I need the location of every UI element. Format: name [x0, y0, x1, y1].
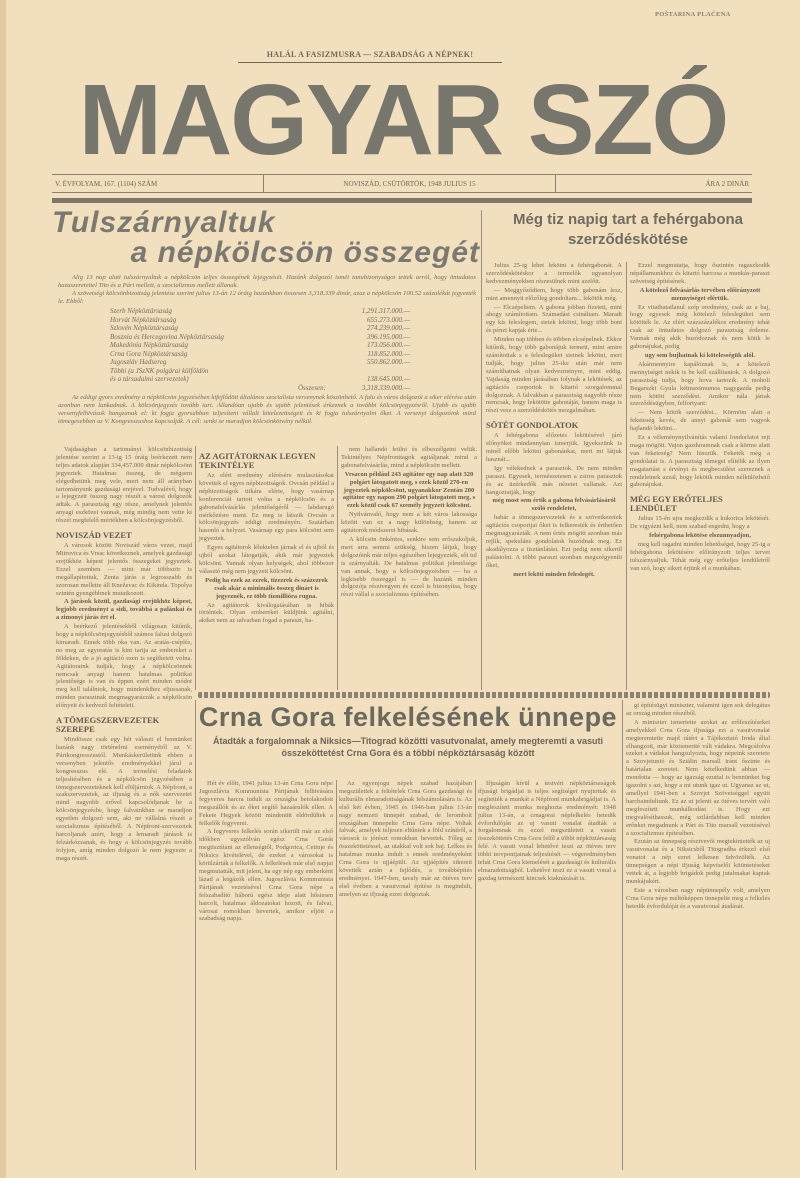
- paragraph: Ez vitathatatlanul szép eredmény, csak az a baj, hogy egyesek még kötelező feleslegüket sem kötötték le. Az elért százszázalékos eredmény tehát csak az öntudatos dolgozó parasztság érdeme. Vannak még akik huzódoznak és nem kötik le gabonájukat, pedig: [630, 303, 770, 351]
- grain-headline-line2: szerződéskötése: [567, 231, 689, 248]
- paragraph: Az elért eredmény elérésére mulasztásokat követtek el egyes népbizottságok. Ovcsán például a népbizottságok titkára elérte, hogy vasárnap konferenciát tartott volna a népkölcsön és a gabonafelvásárlás jelentőségéről — labdarugó mérkőzésre ment. Ez meg is látszik Ovcsán a kölcsönjegyzés eddigi eredményén. Szatárban hasonló a helyzet. Vasárnap egy para kölcsönt sem jegyeztek.: [199, 472, 334, 543]
- paragraph: még most sem értik a gabona felvásárlásáról szóló rendeletet,: [492, 497, 616, 513]
- paragraph: A fehérgabona előzetes lekötésével járó előnyöket mindannyian ismerjük. Igyekszünk is minél előbb lekötni gabonánkat, mert mi látjuk hasznát...: [486, 432, 622, 463]
- loan-table-row: [110, 316, 410, 325]
- crna-column-1: [199, 780, 333, 924]
- paragraph: habár a tömegszervezetek és a szövetkezetek agitációs csoportjai őket is felkeresték és érthetően megmagyarázták. A nem értés mögött azonban más rejlik, spekuláns gondolatok huzódnak meg. Ez akadályozza a tisztánlátást. Ezt pedig nem sikerül palástolni. A többi paraszt azonban megszégyeníti őket,: [486, 514, 622, 569]
- subscribed-amount: 1,291.317.000.—: [361, 307, 410, 315]
- main-headline-line2: a népkölcsön összegét: [130, 236, 480, 269]
- paragraph: Igy vélekednek a parasztok. De nem minden paraszt. Egyesek, természetesen a zsiros parasztok és az üzérkedők más nézetet vallanak. Azt hangoztatják, hogy: [486, 464, 622, 496]
- paragraph: Ezután az ünnepség résztvevői megtekintették az uj vasutvonalat és a Niksicsből Titogradba érkező első vonatot a nép ezrei lelkesen üdvözölték. Az ünnepségen a népi ifjuság képviselői kitüntetéseket vettek át, a legjobb brigádok pedig jutalmakat kaptak munkájukért.: [626, 838, 770, 885]
- total-value: 3,318.339.000.—: [361, 383, 410, 392]
- newspaper-logo: [58, 64, 748, 176]
- republic-name: Crna Gora Népköztársaság: [110, 349, 188, 358]
- crna-column-2: [339, 780, 472, 900]
- crna-gora-subheadline: Átadták a forgalomnak a Niksics—Titograd közötti vasutvonalat, amely megteremti a vasuti összeköttetést Crna Gora és a többi népköztársaság között: [213, 736, 603, 758]
- paragraph: A járások közül, gazdasági erejükhöz képest, legjobb eredményt a sidi, továbbá a palánkai és a zimonyi járás ért el.: [56, 598, 192, 622]
- paragraph: A beérkező jelentésekből világosan kitűnik, hogy a népkölcsönjegyzésből számos falusi dolgozó kimaradt. Ennek több oka van. Az aratás-cséplés, no meg az egyoratás is kint tartja az embereket a földeken, de a jó agitáció ezen is segíthetett volna. Agitátoraink tudják, hogy a népkölcsönnek nemcsak anyagi hanem hatalmas politikai jelentősége is van és éppen ezért minden módot meg kell találniok, hogy mindenkihez eljussanak, minden parasztnak megmagyarázzák a népkölcsön előnyeit és kedvező feltételeit.: [56, 623, 192, 710]
- loan-table-row: [110, 307, 410, 316]
- main-intro: [58, 274, 476, 306]
- subscribed-amount: 550.862.000.—: [367, 358, 410, 366]
- paragraph: nem hallandó leülni és elbeszélgetni velük. Tekintélyes Népfronttagok agitáljanak mind a gabonafelvásárlás, mind a népkölcsön mellett.: [341, 446, 477, 469]
- loan-table-row: [110, 375, 410, 384]
- postage-paid-note: POŠTARINA PLAĆENA: [655, 11, 731, 18]
- loan-subscription-table: [110, 307, 410, 392]
- republic-name: Horvát Népköztársaság: [110, 315, 177, 324]
- republic-name: és a társadalmi szervezetek): [110, 375, 189, 383]
- crna-column-4: [626, 702, 770, 912]
- paragraph: Pedig ha ezek az ezrek, tízezrek és százezrek csak akár a minimális összeg dinárt is jegyeznék, ez több tízmillióra rugna.: [205, 576, 328, 600]
- column-rule: [195, 700, 196, 1170]
- paragraph: — Nem kötök szerződést... Körmöm alatt a feketeség kevés, de annyi gabonát sem vagyok hajlandó lekötni...: [630, 409, 770, 433]
- subscribed-amount: 118.852.000.—: [367, 349, 410, 358]
- main-column-3: [341, 446, 477, 600]
- loan-table-row: [110, 358, 410, 367]
- volume-number: V. ÉVFOLYAM, 167. (1104) SZÁM: [52, 175, 264, 192]
- paragraph: Julius 15-én ujra megkezdik a kukorica lekötését. De vigyázni kell, nem szabad engedni, hogy a: [630, 515, 770, 531]
- paragraph: A városok között Noviszád város vezet, majd Mitrovica és Vrsac következnek, amelyek gazdasági erejükhöz képest jelentős összegeket jegyeztek. Ezzel szemben — mint már többször is megállapítottuk, Zenta járás a legrosszabb és szorosan mellette áll Kneževac és Kikinda. Topolya szintén gyengébbnek mutatkozott.: [56, 542, 192, 597]
- paragraph: Ez a véleménynyilvánítás valami fondorlatot rejt maga mögött. Vajon gazduramnak csak a körme alatt van feketeség? Nem hisszük. Feketék még a gondolatai is. A parasztság tömegei elítélik az ilyen magatartást s érvényt és megbecsülést szereznek a rendeletnek azzal, hogy lekötik minden nélkülözhető gabonájukat.: [630, 434, 770, 489]
- subscribed-amount: 396.195.000.—: [367, 332, 410, 341]
- paragraph: ugy sem bujhatnak ki kötelességük alól.: [644, 351, 756, 359]
- paragraph: mert leköti minden feleslegét.: [513, 570, 595, 578]
- logo-part-szo: SZÓ: [527, 64, 728, 176]
- paragraph: — Elcsépeltem. A gabona jobban fizetett, mint ahogy számítottam. Számadást csináltam. Maradt egy kis feleslegem, sietek lekötni, hogy több bont és pénzt kapjak érte...: [486, 303, 622, 335]
- paragraph: Mindössze csak egy hét választ el bennünket hazánk nagy történelmi eseményétől az V. Pártkongresszustól. Munkáskerületünk ebben a versenyben jelentős eredményekkel járul a kongresszus elé. A termelési feladatok teljesítésében és a népkölcsön jegyzésében a tömegszervezeteknek kell elöljárniok. A Népfront, a szakszervezetek, az ifjuság és a nők szervezetei mind nagyobb erővel kapcsolódjanak be a kölcsönjegyzésbe, hogy falvainkban se maradjon egyetlen dolgozó sem, aki ne vállalná részét a szocializmus építéséből. A Népfront-szervezetek harcoljanak azért, hogy a lemaradt járások is felzárkózzanak, és hogy a kölcsönjegyzés tovább folyjon, amíg minden dolgozó le nem jegyezte a maga részét.: [56, 736, 192, 862]
- section-divider: [198, 692, 770, 698]
- grain-column-2: [630, 262, 770, 574]
- paragraph: Minden nap többen és többen elcsépelnek. Ekkor kitűnik, hogy több gabonájuk termett, mint amire számítottak s a feleslegüket sietnek lekötni, mert tudják, hogy julius 25-ike után már nem számíthatnak olyan kedvezményre, mint eddig. Vajdaság minden járásában folynak a lekötések, az agitációs csoportok is kitartó szorgalommal dolgoznak. A falvakban a parasztság nagyobb része nemcsak, hogy lekötötte gabonáját, hanem maga is részt vesz a szerződéskötés mozgalmában.: [486, 336, 622, 415]
- main-column-1: [56, 446, 192, 864]
- masthead-divider: [52, 198, 752, 203]
- republic-name: Többi (a JSzNK polgárai külföldön: [110, 366, 209, 375]
- total-label: Összesen:: [298, 383, 326, 392]
- paragraph: Hét év előtt, 1941 julius 13-án Crna Gora népe Jugoszlávia Kommunista Pártjának felhivására fegyveres harcra indult az országba betolakodott megszállók és az őket segítő hazaárulók ellen. A Fekete Hegyek között mindenütt eldördültek a felkelők fegyverei.: [199, 780, 333, 827]
- loan-table-row: [110, 350, 410, 359]
- grain-headline-line1: Még tiz napig tart a fehérgabona: [512, 211, 744, 228]
- loan-table-row: [110, 333, 410, 342]
- paragraph: Az eddigi gyors eredmény a népkölcsön jegyzésében kifejlődött általános szocialista versenynek köszönhető. A falu és város dolgozói a siker elérése után azonban nem lankadnak. A kölcsönjegyzés tovább tart. Állandóan ujabb és ujabb jelentések érkeznek a további kölcsönjegyzésről. Ujabb és ujabb versenyfelhivások hangzanak el: ki fogja gyorsabban teljesíteni vállalt kötelezettségeit és ki fogja tulszárnyalni őket. A versenyt dolgozóink mind tömegesebben az V. Kongresszushoz kapcsolják. A cél: senki se maradjon kölcsönkötvény nélkül.: [58, 394, 476, 425]
- column-rule: [336, 780, 337, 1170]
- subscribed-amount: 173.056.000.—: [367, 341, 410, 349]
- loan-table-row: [110, 341, 410, 350]
- paragraph: Akármennyire kapálóznak is, a kötelező mennyiséget nekik is be kell szállítaniok. A dolgozó parasztság tudja, hogy hova tartozik. A moholi Bugarszki Gyula kétmaximumos nagygazda pedig nem kötött szerződést. Amikor nála jártak szerződésügyben, felfortyant:: [630, 360, 770, 408]
- dateline-bar: [52, 174, 752, 193]
- loan-table-row: [110, 324, 410, 333]
- subscribed-amount: 274.239.000.—: [367, 324, 410, 332]
- section-heading: SÖTÉT GONDOLATOK: [486, 420, 579, 431]
- paragraph: Vrsacon például 243 agitátor egy nap alatt 320 polgárt látogatott meg, s ezek közül 270-en jegyeztek népkölcsönt, ugyanakkor Zentán 200 agitátor egy napon 290 polgárt látogatott meg, s ezek közül csak 67 személy jegyzett kölcsönt.: [342, 470, 476, 510]
- subscribed-amount: 138.645.000.—: [367, 375, 410, 383]
- main-headline: [52, 208, 480, 268]
- republic-name: Makedónia Népköztársaság: [110, 341, 188, 349]
- subscribed-amount: [330, 367, 410, 376]
- republic-name: Bosznia és Hercegovina Népköztársaság: [110, 332, 224, 341]
- paragraph: Este a városban nagy népünnepély volt, amelyen Crna Gora népe méltóképpen ünnepelte meg a felkelés hetedik évfordulóját és a vasutvonal átadását.: [626, 886, 770, 910]
- republic-name: Szlovén Népköztársaság: [110, 324, 178, 332]
- column-rule: [475, 780, 476, 1170]
- article-rule: [481, 210, 482, 690]
- main-headline-line1: Tulszárnyaltuk: [52, 206, 276, 239]
- crna-gora-headline: Crna Gora felkelésének ünnepe: [198, 702, 618, 732]
- masthead-slogan: HALÁL A FASIZMUSRA — SZABADSÁG A NÉPNEK!: [238, 50, 502, 63]
- paragraph: A fegyveres felkelés során sikerült már az első időkben ugyszólván egész Crna Gorát megtisztítani az ellenségtől, Podgorica, Cetinje és Niksics kivételével, de ezeket a városokat is körülzárták a felkelők. A felkelések már első napjai megmutatták, mit jelent, ha egy nép egy emberként lázad a leigázók ellen. Jugoszlávia Kommunista Pártjának vezetésével Crna Gora népe a felszabadító háború egész ideje alatt hősiesen harcolt, hatalmas áldozatokat hozott, és falvai, városai romokban hevertek, amikor eljött a szabadság napja.: [199, 828, 333, 923]
- loan-total-row: [110, 384, 410, 393]
- paragraph: A kölcsön önkéntes, senkire sem erőszakoljuk, mert arra semmi szükség, hiszen látjuk, hogy dolgozóink már teljes egészében lejegyezték, sőt tul is szárnyalták. De hatalmas politikai jelentősége van annak, hogy a kölcsönjegyzésben — ha a legkisebb összeggel is — de hazánk minden dolgozója résztvegyen és ezzel is bizonyítsa, hogy részt vállal a szocializmus építésében.: [341, 535, 477, 599]
- paragraph: A szövetségi kölcsönbizottság jelentése szerint julius 13-án 12 óráig hazánkban összesen 3,318.339 dinár, azaz a népkölcsön 100.52 százalékát jegyezték le. Ebből:: [58, 290, 476, 305]
- paragraph: A kötelező felvásárlás tervében előirányzott mennyiséget elértük.: [639, 286, 761, 302]
- logo-part-magyar: MAGYAR: [78, 64, 502, 176]
- paragraph: meg kell ragadni minden lehetőséget, hogy 25-ig a fehérgabona lekötésére előirányzott teljes tervet tulszárnyaljuk. Tehát még egy erőteljes lendületről van szó, hogy sikert érjünk el a munkában.: [630, 541, 770, 572]
- subscribed-amount: 655.273.000.—: [367, 315, 410, 324]
- main-summary: [58, 394, 476, 426]
- main-lead-block: [58, 274, 476, 426]
- main-column-2: [199, 446, 334, 626]
- section-heading: AZ AGITÁTORNAK LEGYEN TEKINTÉLYE: [199, 451, 316, 470]
- grain-column-1: [486, 262, 622, 580]
- republic-name: Jugoszláv Hadsereg: [110, 358, 167, 366]
- paragraph: gi építésügyi miniszter, valamint igen sok delegátus az ország minden részéből.: [626, 702, 770, 717]
- column-rule: [622, 700, 623, 1170]
- column-rule: [195, 446, 196, 690]
- grain-headline: [484, 210, 772, 250]
- column-rule: [626, 262, 627, 690]
- column-rule: [337, 446, 338, 690]
- paragraph: Az egyenjogu népek szabad hazájában megszülettek a feltételek Crna Gora gazdasági és kulturális elmaradottságának felszámolására is. Az első két évben, 1945 és 1946-ban julius 13-án nagy nemzeti ünnepét szabad, de lerombolt országában ünnepelte Crna Gora népe. Voltak falvak, amelyek teljesen eltűntek a föld színéről, a városok is jórészt romokban hevertek. Főleg az összeköttetéssel, az utakkal volt sok baj. Lelkes és hatalmas munka indult s ennek eredményeként Crna Gora is ujjáépült. Az ujjáépítés sikereit követték aztán a fejlődés, a továbbépítés eredményei. 1947-ben, tavaly már az ötéves terv első évében a vasutvonal építése is megindult, amelyen az ifjuság ezrei dolgoztak.: [339, 780, 472, 898]
- paragraph: Az agitátorok kiválogatásában is hibák történtek. Olyan embereket küldjünk agitálni, akiket nem az udvarban fogad a paraszt, ha-: [199, 601, 334, 625]
- section-heading: MÉG EGY ERŐTELJES LENDÜLET: [630, 494, 723, 514]
- place-date: NOVISZÁD, CSÜTÖRTÖK, 1948 JULIUS 15: [264, 175, 556, 192]
- loan-table-row: [110, 367, 410, 376]
- republic-name: Szerb Népköztársaság: [110, 307, 173, 315]
- paragraph: A miniszter ismertette azokat az erőfeszítéseket amelyekkel Crna Gora ifjusága ezt a vasutvonalat megteremtette majd rátért a Tájékoztató Iroda által elhangzott, már közismertté vált vádakra. Megcáfolva ezeket a vádakat hangsulyozta, hogy népeink szeretete a Szovjetunió és Sztálin marsall iránt őszinte és határtalan szeretet. Nem kételkedünk abban — mondotta — hogy az igazság ezuttal is bennünket fog igazolni s azt, hogy a mi utunk igaz ut. Ugyanaz az ut, amellyel 1941-ben a Szovjet Szövetséggel együtt harcbaindultunk. Ez az ut jelenti az ötéves tervért való megfeszített munkálkodást is. Hogy ezt megvalósíthassuk, még szilárdabban kell minden erőnket megadnunk a Párt és Tito marsall vezetésével a szocializmus építésében.: [626, 718, 770, 837]
- price: ÁRA 2 DINÁR: [705, 179, 749, 188]
- section-heading: NOVISZÁD VEZET: [56, 530, 132, 541]
- paragraph: Egyes agitátorok lélektelen járnak el és ujból és ujból azokat látogatják, akik már jegyeztek kölcsönt. Vannak olyan helységek, ahol többezer választó még nem jegyzett kölcsönt.: [199, 544, 334, 575]
- paragraph: Alig 13 nap alatt tulszárnyaltuk a népkölcsön teljes összegének lejegyzését. Hazánk dolgozói ismét tanubizonyságot tettek arról, hogy öntudatos hazaszeretettel Tito és a Párt mellett, a szocializmus mellett állanak.: [58, 274, 476, 289]
- paragraph: Ezzel megmutatja, hogy őszintén ragaszkodik népállamunkhoz és kitartó harcosa a munkás-paraszt szövetség építésének.: [630, 262, 770, 285]
- paper-edge: [0, 0, 6, 1178]
- paragraph: Ifjuságán kívül a testvéri népköztársaságok ifjusági brigádjai is teljes segítséget nyujtottak és segítették a munkát a Népfront munkabrigádjai is. A megfeszített munka meghozta eredményét: 1948 julius 13-án, a crnagorai népfelkelés hetedik évfordulóján az uj vasuti vonalat átadták a forgalomnak és ezzel megszületett a vasuti összeköttetés Crna Gora felől a többi népköztársaság felé. A vasuti vonal lehetővé teszi az ötéves terv többi tervpontjainak teljesítését — végeredményben tehát Crna Gora kiemelését a gazdasági és kulturális elmaradottságból. Lehetővé teszi ez a vasuti vonal a gazdag természeti kincsek kiaknázását is.: [478, 780, 616, 882]
- paragraph: Nyilvánvaló, hogy nem a két város lakossága között van ez a nagy különbség, hanem az agitátorok módszerei hibásak.: [341, 511, 477, 535]
- crna-column-3: [478, 780, 616, 884]
- paragraph: — Meggyőződtem, hogy több gabonám lesz, mint amennyit előzőleg gondoltam... lekötök még.: [486, 286, 622, 302]
- paragraph: Vajdaságban a tartományi kölcsönbizottság jelentése szerint a 13-ig 15 óráig beérkezett nem teljes adatok alapján 334,457.000 dinár népkölcsönt jegyeztek. Hatalmas összeg, de mégsem elégedhetünk meg vele, mert nem áll arányban tartományunk gazdasági erejével. Tudvalévő, hogy a lejegyzett összeg nagy részét a városi dolgozók adták. A parasztság egy része, amelynek jelentős anyagi eszközei vannak, még mindig nem vette ki részét megfelelő mértékben a kölcsönjegyzésből.: [56, 446, 192, 525]
- crna-gora-header: [196, 700, 620, 759]
- section-heading: A TÖMEGSZERVEZETEK SZEREPE: [56, 715, 160, 735]
- paragraph: Julius 25-ig lehet lekötni a fehérgabonát. A szerződéskötéskor a termelők ugyanolyan kedvezményekben részesülnek mint azelőtt.: [486, 262, 622, 285]
- paragraph: fehérgabona lekötése elszunnyadjon,: [649, 532, 751, 540]
